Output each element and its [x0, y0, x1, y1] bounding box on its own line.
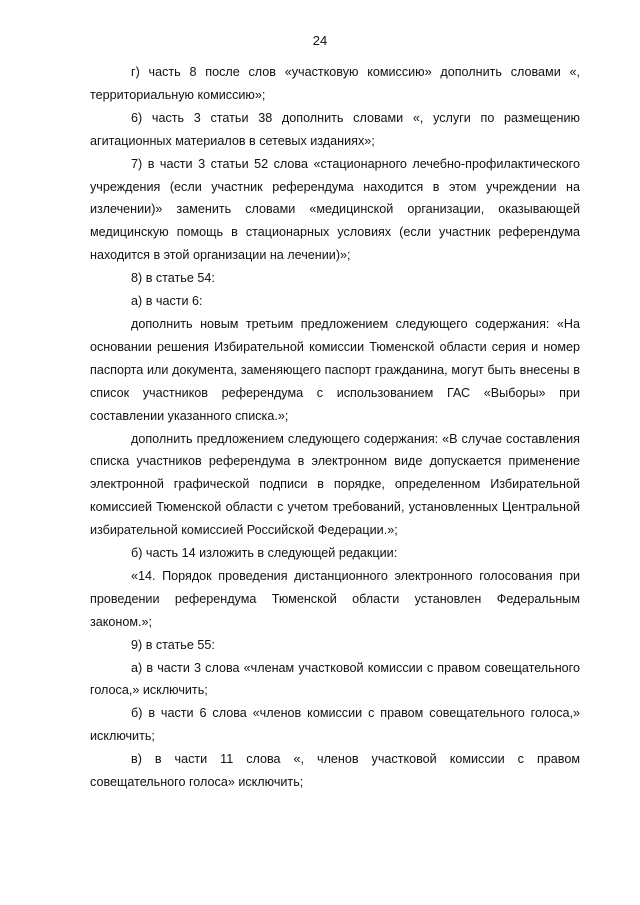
paragraph-item-8: 8) в статье 54:	[131, 271, 215, 286]
paragraph-item-9v: в) в части 11 слова «, членов участковой комиссии с правом совещательного голоса» исключить;	[90, 752, 580, 790]
document-body	[90, 61, 580, 794]
paragraph-add-sentence: дополнить предложением следующего содержания: «В случае составления списка участников референдума в электронном виде допускается применение электронной графической подписи в порядке, определенном Избирательной комиссией Тюменской области с учетом требований, установленных Центральной избирательной комиссией Российской Федерации.»;	[90, 431, 580, 538]
paragraph-item-6: 6) часть 3 статьи 38 дополнить словами «, услуги по размещению агитационных материалов в сетевых изданиях»;	[90, 110, 580, 148]
paragraph-item-8a: а) в части 6:	[131, 294, 203, 309]
paragraph-item-8b: б) часть 14 изложить в следующей редакции:	[131, 546, 398, 561]
page-number: 24	[312, 33, 328, 48]
paragraph-item-9: 9) в статье 55:	[131, 637, 215, 652]
paragraph-item-g: г) часть 8 после слов «участковую комиссию» дополнить словами «, территориальную комиссию»;	[90, 65, 580, 102]
paragraph-item-14-text: «14. Порядок проведения дистанционного электронного голосования при проведении референдума Тюменской области установлен Федеральным законом.»;	[90, 568, 580, 629]
paragraph-item-9a: а) в части 3 слова «членам участковой комиссии с правом совещательного голоса,» исключить;	[90, 660, 580, 698]
paragraph-item-7: 7) в части 3 статьи 52 слова «стационарного лечебно-профилактического учреждения (если участник референдума находится в этом учреждении на излечении)» заменить словами «медицинской организации, оказывающей медицинскую помощь в стационарных условиях (если участник референдума находится в этой организации на лечении)»;	[90, 156, 580, 263]
paragraph-item-9b: б) в части 6 слова «членов комиссии с правом совещательного голоса,» исключить;	[90, 706, 580, 744]
paragraph-add-third-sentence: дополнить новым третьим предложением следующего содержания: «На основании решения Избирательной комиссии Тюменской области серия и номер паспорта или документа, заменяющего паспорт гражданина, могут быть внесены в список участников референдума с использованием ГАС «Выборы» при составлении указанного списка.»;	[90, 316, 580, 423]
